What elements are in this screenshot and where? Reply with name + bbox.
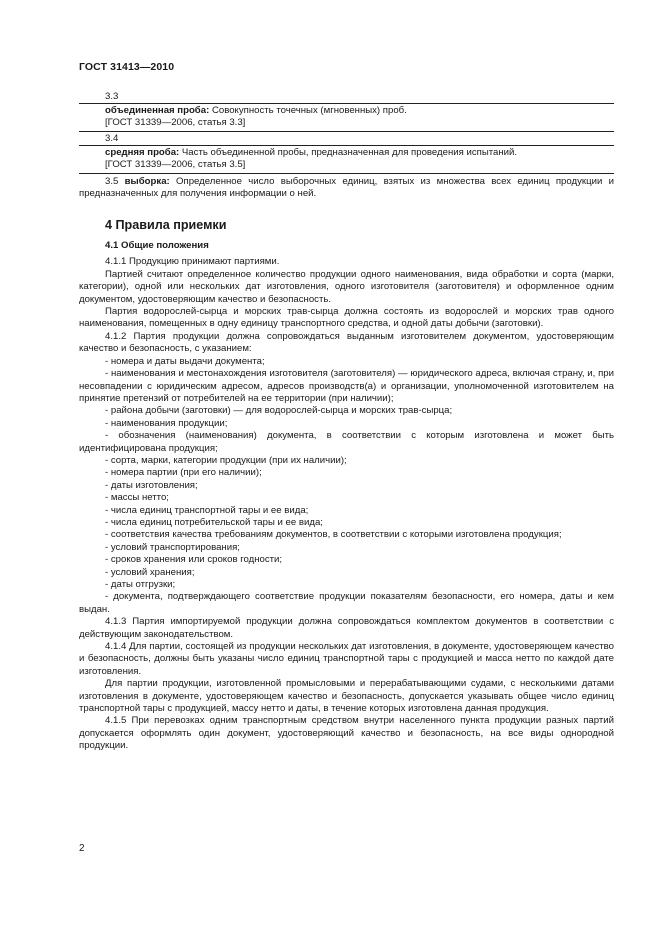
list-item: - числа единиц потребительской тары и ее вида; [105, 516, 323, 528]
list-item: - документа, подтверждающего соответствие продукции показателям безопасности, его номера, даты и кем выдан. [79, 591, 614, 615]
definition-reference: [ГОСТ 31339—2006, статья 3.3] [105, 117, 246, 129]
definition-term: средняя проба: [105, 146, 180, 158]
definition-body: Совокупность точечных (мгновенных) проб. [209, 105, 407, 116]
definition-term: объединенная проба: [105, 105, 210, 116]
list-item: - даты изготовления; [105, 479, 198, 491]
list-item: - числа единиц транспортной тары и ее вида; [105, 504, 309, 516]
list-item: - условий хранения; [105, 566, 195, 578]
definition-box [79, 103, 614, 132]
definition-number: 3.5 [105, 175, 119, 187]
document-code-header: ГОСТ 31413—2010 [79, 61, 175, 73]
definition-text [105, 105, 614, 117]
definition-3-5 [79, 176, 614, 201]
list-item: - наименования и местонахождения изготовителя (заготовителя) — юридического адреса, включая страну, и, при несовпадении с юридическим адресом, адресов производств(а) и организации, уполномоченной изготовителем на принятие претензий от потребителей на ее территории (при наличии); [79, 368, 614, 404]
paragraph: 4.1.1 Продукцию принимают партиями. [105, 256, 280, 268]
list-item: - сорта, марки, категории продукции (при их наличии); [105, 454, 347, 466]
paragraph: 4.1.5 При перевозках одним транспортным средством внутри населенного пункта продукции разных партий допускается оформлять один документ, удостоверяющий качество и безопасность, на все виды однородной продукции. [79, 715, 614, 752]
page-number: 2 [79, 843, 85, 854]
list-item: - обозначения (наименования) документа, в соответствии с которым изготовлена и может быть идентифицирована продукция; [79, 430, 614, 454]
subsection-heading: 4.1 Общие положения [105, 240, 209, 252]
definition-text [105, 147, 614, 159]
paragraph: Для партии продукции, изготовленной промысловыми и перерабатывающими судами, с несколькими датами изготовления в документе, удостоверяющем качество и безопасность, допускается указывать общее число единиц транспортной тары с продукцией, массу нетто и даты, в течение которых изготовлена данная продукция. [79, 678, 614, 715]
definition-box [79, 145, 614, 174]
list-item: - района добычи (заготовки) — для водорослей-сырца и морских трав-сырца; [105, 405, 453, 417]
list-item: - сроков хранения или сроков годности; [105, 554, 283, 566]
paragraph: 4.1.3 Партия импортируемой продукции должна сопровождаться комплектом документов в соответствии с действующим законодательством. [79, 616, 614, 640]
list-item: - условий транспортирования; [105, 541, 240, 553]
definition-body: Часть объединенной пробы, предназначенная для проведения испытаний. [179, 146, 518, 158]
requirements-list [79, 356, 614, 617]
paragraph: Партия водорослей-сырца и морских трав-сырца должна состоять из водорослей и морских трав одного наименования, помещенных в одну единицу транспортного средства, и одной даты добычи (заготовки). [79, 306, 614, 330]
list-item: - номера и даты выдачи документа; [105, 355, 265, 367]
paragraph: Партией считают определенное количество продукции одного наименования, вида обработки и сорта (марки, категории), одной или нескольких дат изготовления, одного изготовителя (заготовителя) и оформленное одним документом, удостоверяющим качество и безопасность. [79, 268, 614, 305]
definition-term: выборка: [124, 175, 170, 187]
list-item: - даты отгрузки; [105, 579, 176, 590]
list-item: - наименования продукции; [105, 417, 228, 429]
list-item: - соответствия качества требованиям документов, в соответствии с которыми изготовлена продукция; [105, 529, 562, 541]
definition-number: 3.4 [105, 132, 119, 144]
paragraph: 4.1.4 Для партии, состоящей из продукции нескольких дат изготовления, в документе, удостоверяющем качество и безопасность, должны быть указаны число единиц транспортной тары с продукцией и масса нетто по каждой дате изготовления. [79, 641, 614, 677]
definition-number: 3.3 [105, 91, 119, 102]
list-item: - массы нетто; [105, 492, 169, 504]
definition-body: Определенное число выборочных единиц, взятых из множества всех единиц продукции и предназначенных для получения информации о ней. [79, 175, 614, 200]
section-heading: 4 Правила приемки [105, 218, 227, 233]
definition-reference: [ГОСТ 31339—2006, статья 3.5] [105, 159, 246, 171]
list-item: - номера партии (при его наличии); [105, 467, 262, 479]
paragraph: 4.1.2 Партия продукции должна сопровождаться выданным изготовителем документом, удостоверяющим качество и безопасность, с указанием: [79, 330, 614, 355]
page-content [79, 90, 614, 753]
